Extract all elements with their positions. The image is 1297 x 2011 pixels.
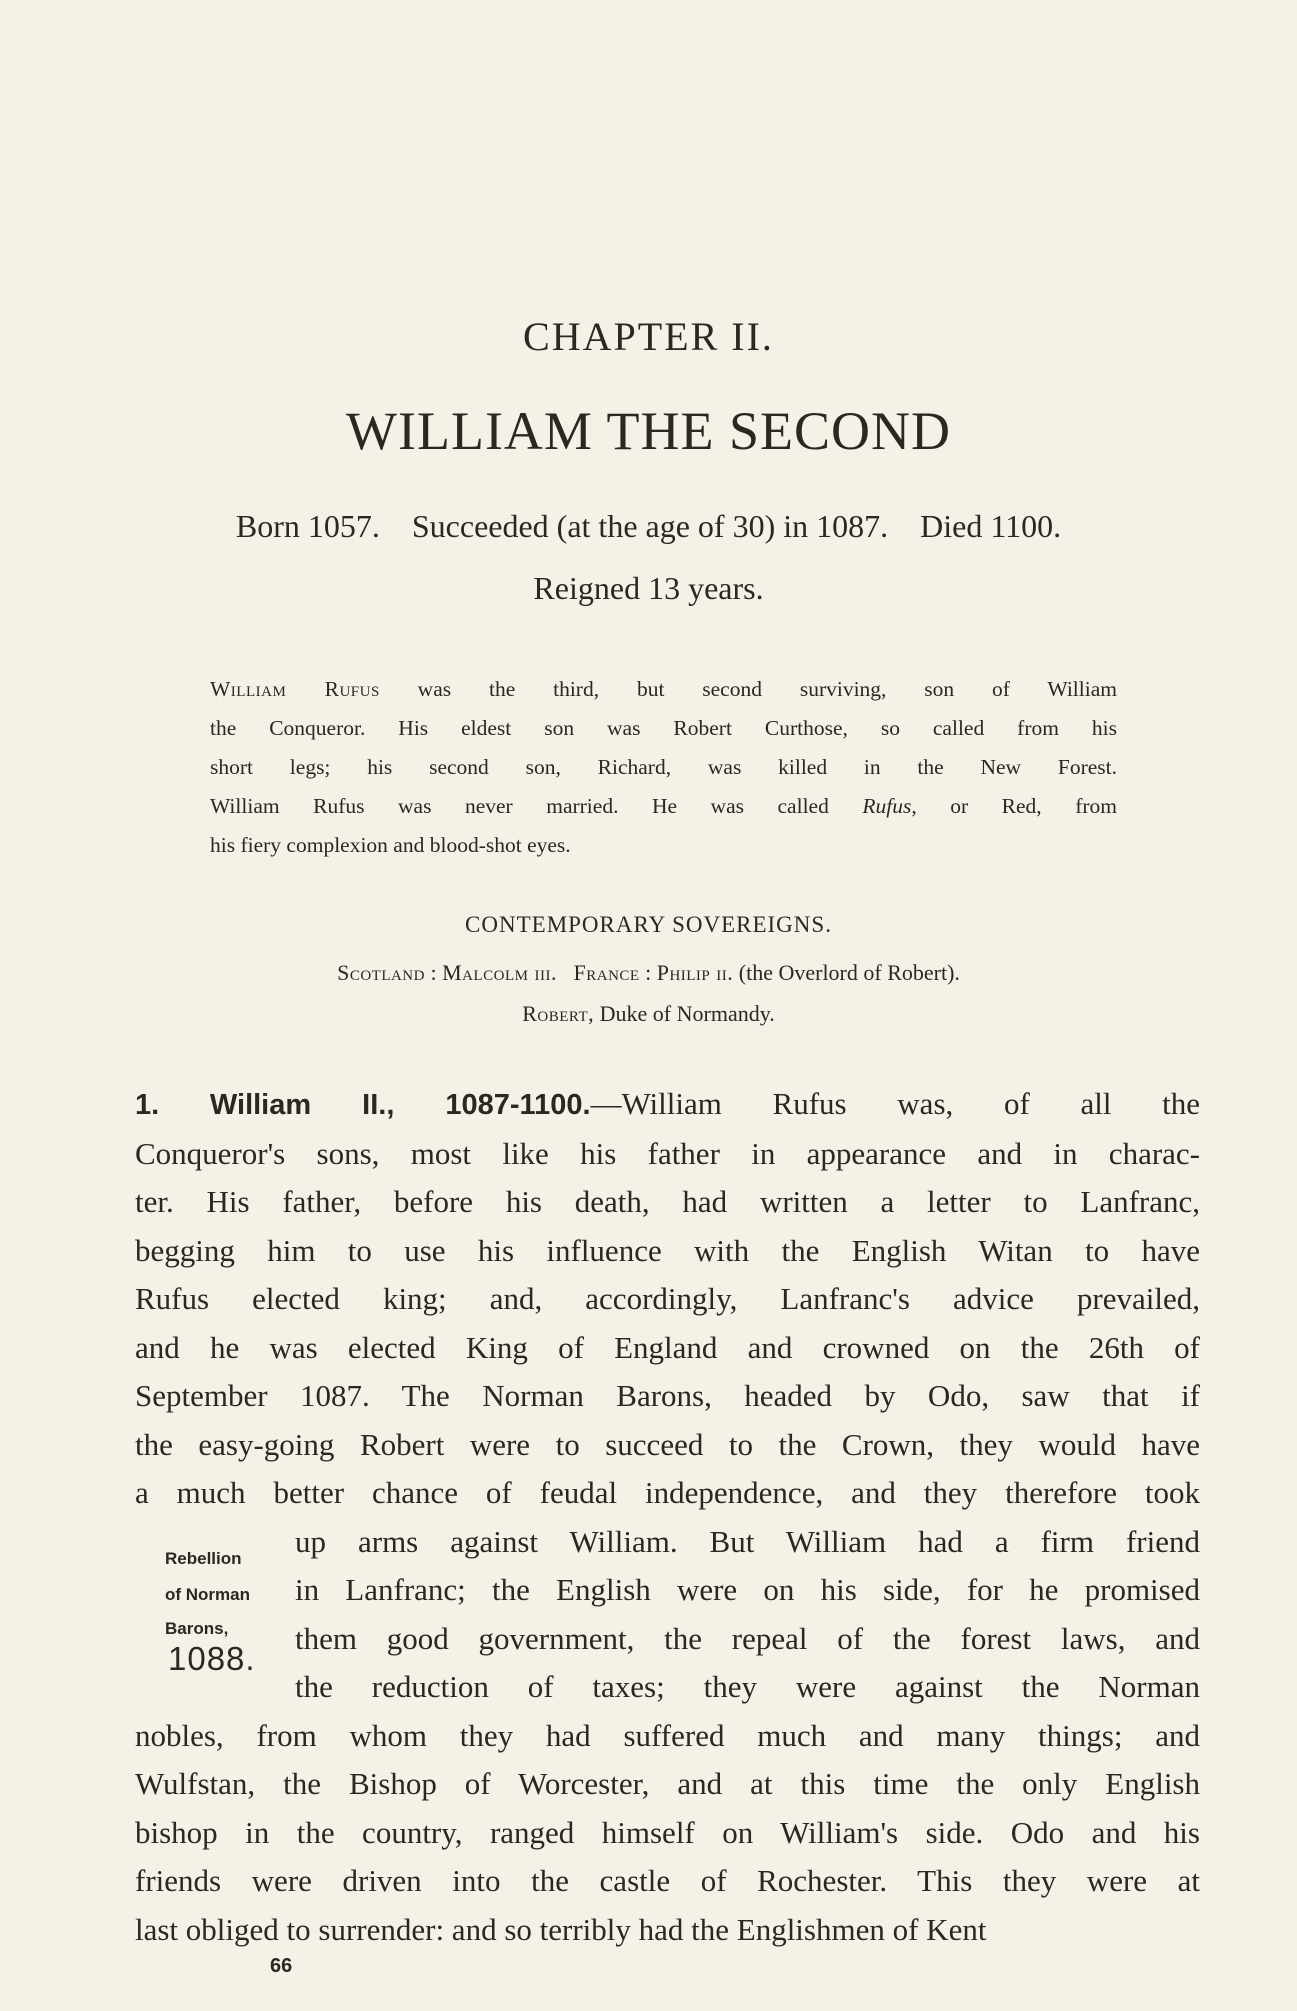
body-line: September 1087. The Norman Barons, headed by Odo, saw that if [135,1378,1200,1413]
body-line: last obliged to surrender: and so terribly had the Englishmen of Kent [135,1911,987,1947]
rufus-italic: Rufus [862,794,912,818]
body-line: up arms against William. But William had a firm friend [295,1523,1200,1559]
succeeded-date: Succeeded (at the age of 30) in 1087. [411,508,889,544]
body-line: Rufus elected king; and, accordingly, Lanfranc's advice prevailed, [135,1281,1200,1316]
body-line: and he was elected King of England and crowned on the 26th of [135,1329,1200,1365]
chapter-label: CHAPTER II. [523,314,774,359]
body-line: bishop in the country, ranged himself on William's side. Odo and his [135,1814,1200,1850]
section-number: 1. [135,1089,160,1121]
reign-dates [0,508,1297,545]
robert-title: Duke of Normandy. [599,1001,775,1026]
france-king: Philip ii. [656,960,734,985]
section-heading: William II., 1087-1100. [209,1089,591,1121]
body-line: Wulfstan, the Bishop of Worcester, and at this time the only English [135,1766,1200,1801]
margin-note-line: Barons, [165,1619,229,1638]
margin-year: 1088. [168,1640,256,1677]
intro-paragraph [210,670,1117,865]
intro-line: William Rufus was never married. He was called Rufus, or Red, from [210,794,1117,818]
section-body [135,1080,1200,1954]
page-number: 66 [270,1955,293,1977]
body-line: friends were driven into the castle of Rochester. This they were at [135,1863,1200,1898]
margin-note-line: Rebellion [165,1549,242,1568]
born-date: Born 1057. [235,508,380,544]
sovereigns-line: Scotland : Malcolm iii. France : Philip ii. (the Overlord of Robert). [337,960,960,985]
scotland-king: Malcolm iii. [442,960,557,985]
france-label: France [573,960,640,985]
body-line: begging him to use his influence with the English Witan to have [135,1232,1200,1268]
intro-line: William Rufus was the third, but second surviving, son of William [210,677,1117,701]
body-line: nobles, from whom they had suffered much and many things; and [135,1717,1200,1753]
body-line: ter. His father, before his death, had written a letter to Lanfranc, [135,1184,1200,1219]
died-date: Died 1100. [920,508,1062,544]
intro-line: his fiery complexion and blood-shot eyes. [210,833,571,857]
margin-note [165,1546,283,1642]
body-line: the reduction of taxes; they were against the Norman [295,1669,1200,1704]
body-line: them good government, the repeal of the forest laws, and [295,1620,1200,1656]
body-line: the easy-going Robert were to succeed to the Crown, they would have [135,1426,1200,1462]
body-line: 1. William II., 1087-1100.—William Rufus was, of all the [135,1086,1201,1121]
intro-lead-name: William Rufus [210,677,380,701]
intro-line: the Conqueror. His eldest son was Robert Curthose, so called from his [210,716,1117,740]
robert-name: Robert, [522,1001,595,1026]
body-line: Conqueror's sons, most like his father in appearance and in charac- [135,1135,1200,1171]
contemporary-sovereigns-heading: CONTEMPORARY SOVEREIGNS. [465,912,832,937]
normandy-line [0,1001,1297,1027]
body-line: in Lanfranc; the English were on his side, for he promised [295,1572,1200,1607]
intro-line: short legs; his second son, Richard, was killed in the New Forest. [210,755,1117,779]
france-note: (the Overlord of Robert). [738,960,960,985]
body-line: a much better chance of feudal independence, and they therefore took [135,1475,1200,1510]
reigned-years: Reigned 13 years. [533,570,764,606]
margin-note-line: of Norman [165,1585,250,1604]
chapter-title: WILLIAM THE SECOND [346,401,951,461]
scotland-label: Scotland [337,960,425,985]
